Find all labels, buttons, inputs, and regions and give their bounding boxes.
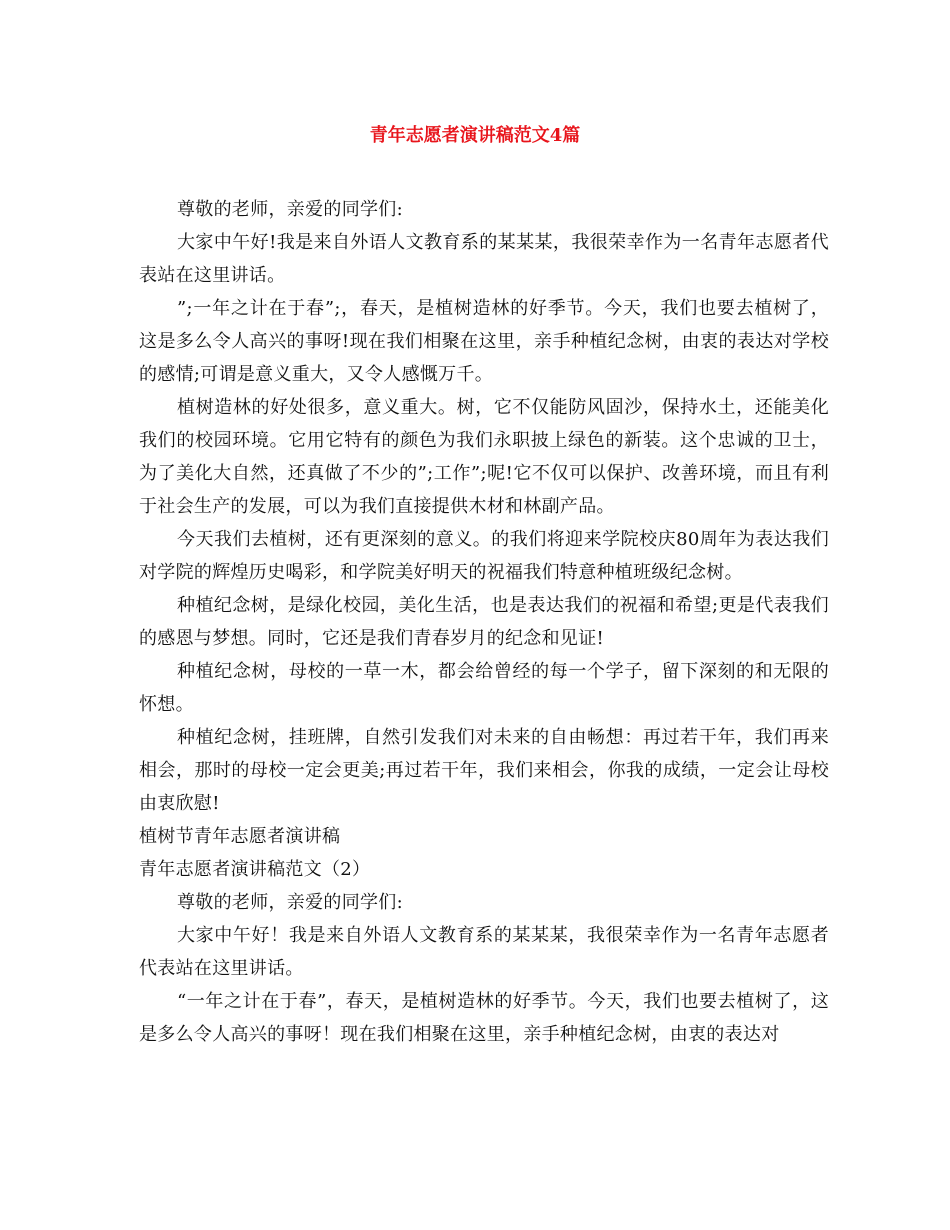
body-paragraph: 种植纪念树，是绿化校园，美化生活，也是表达我们的祝福和希望;更是代表我们的感恩与梦想。同时，它还是我们青春岁月的纪念和见证! [139,595,829,649]
document-body [139,193,829,1051]
body-paragraph: 种植纪念树，挂班牌，自然引发我们对未来的自由畅想：再过若干年，我们再来相会，那时的母校一定会更美;再过若干年，我们来相会，你我的成绩，一定会让母校由衷欣慰! [139,727,829,814]
body-paragraph: “一年之计在于春”，春天，是植树造林的好季节。今天，我们也要去植树了，这是多么令人高兴的事呀！现在我们相聚在这里，亲手种植纪念树，由衷的表达对 [139,991,829,1045]
body-paragraph: 种植纪念树，母校的一草一木，都会给曾经的每一个学子，留下深刻的和无限的怀想。 [139,661,829,715]
greeting-paragraph: 尊敬的老师，亲爱的同学们: [177,892,403,913]
section-heading: 植树节青年志愿者演讲稿 [139,826,341,847]
body-paragraph: ”;一年之计在于春”;，春天，是植树造林的好季节。今天，我们也要去植树了，这是多么令人高兴的事呀!现在我们相聚在这里，亲手种植纪念树，由衷的表达对学校的感情;可谓是意义重大，又令人感慨万千。 [139,298,829,385]
body-paragraph: 今天我们去植树，还有更深刻的意义。的我们将迎来学院校庆80周年为表达我们对学院的辉煌历史喝彩，和学院美好明天的祝福我们特意种植班级纪念树。 [139,529,829,583]
body-paragraph: 大家中午好！我是来自外语人文教育系的某某某，我很荣幸作为一名青年志愿者代表站在这里讲话。 [139,925,829,979]
document-title: 青年志愿者演讲稿范文4篇 [369,125,581,146]
section-heading: 青年志愿者演讲稿范文（2） [139,859,371,880]
greeting-paragraph: 尊敬的老师，亲爱的同学们: [177,199,403,220]
body-paragraph: 植树造林的好处很多，意义重大。树，它不仅能防风固沙，保持水土，还能美化我们的校园环境。它用它特有的颜色为我们永职披上绿色的新装。这个忠诚的卫士，为了美化大自然，还真做了不少的”;工作”;呢!它不仅可以保护、改善环境，而且有利于社会生产的发展，可以为我们直接提供木材和林副产品。 [139,397,829,517]
body-paragraph: 大家中午好!我是来自外语人文教育系的某某某，我很荣幸作为一名青年志愿者代表站在这里讲话。 [139,232,829,286]
